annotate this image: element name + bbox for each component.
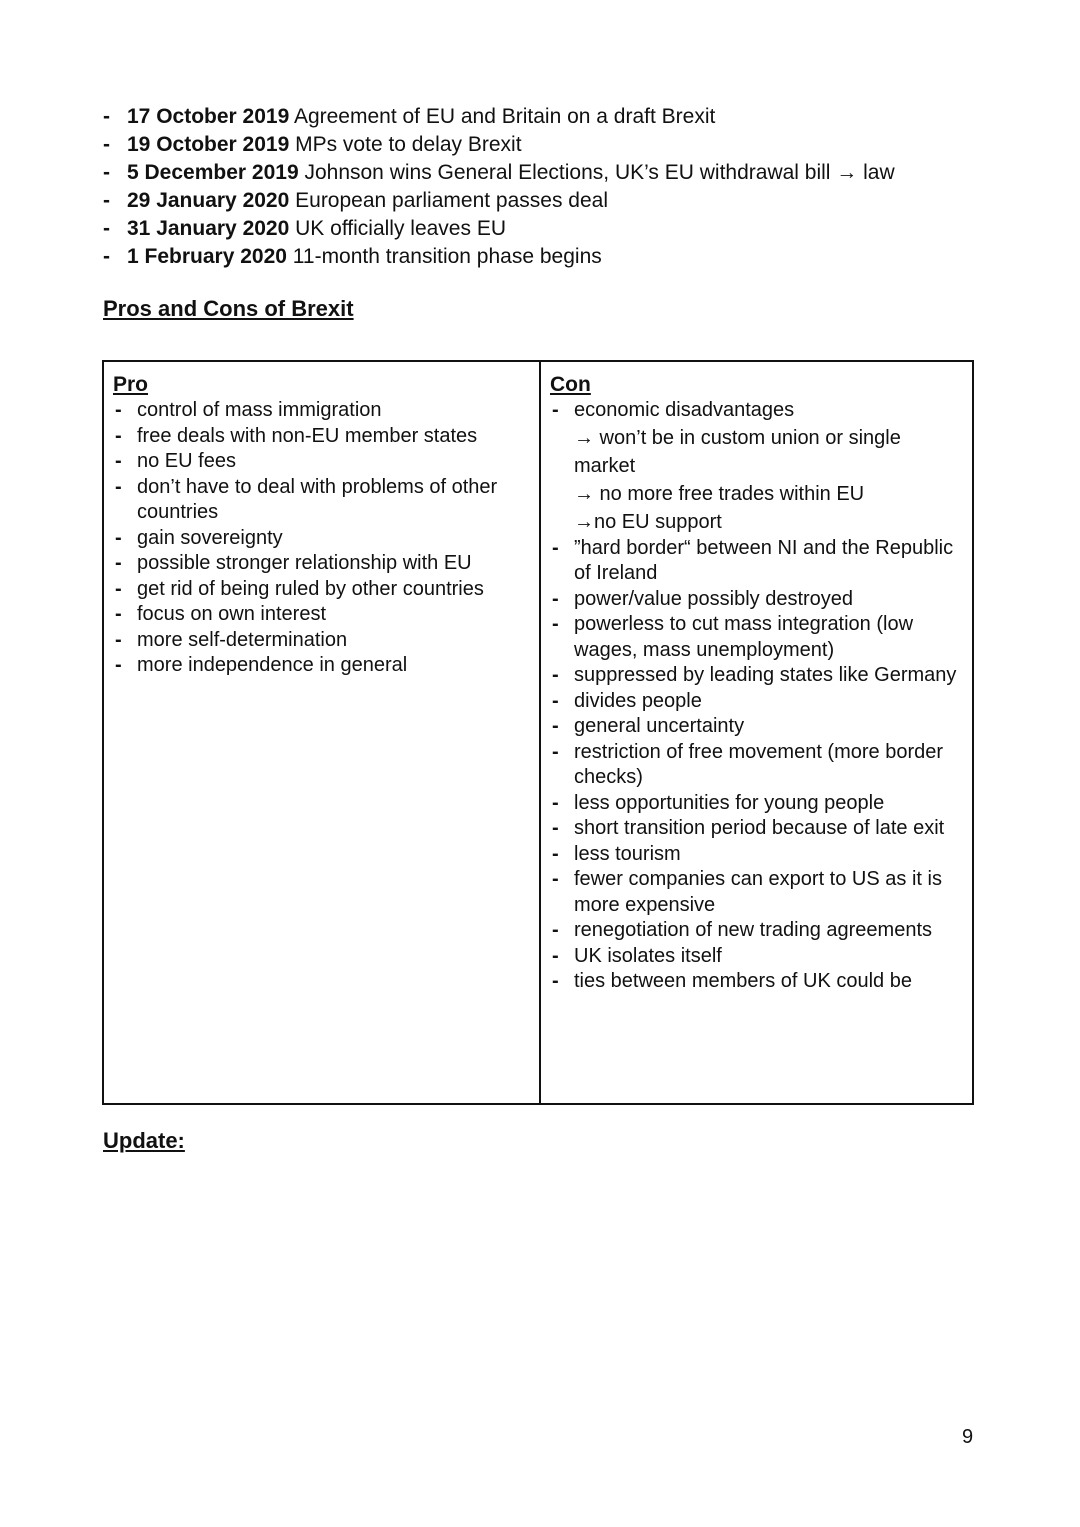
pro-item: - no EU fees [113,449,539,475]
pro-item: - get rid of being ruled by other countries [113,577,539,603]
con-list [550,398,972,995]
pro-list [113,398,539,679]
con-item: - ”hard border“ between NI and the Republic of Ireland [550,536,972,587]
timeline-item [103,103,1003,131]
bullet-dash: - [103,189,110,212]
bullet-dash: - [103,133,110,156]
bullet-dash: - [103,217,110,240]
timeline-item [103,187,1003,215]
con-item: - renegotiation of new trading agreements [550,918,972,944]
bullet-dash: - [103,105,110,128]
bullet-dash: - [103,161,110,184]
con-item: - fewer companies can export to US as it is more expensive [550,867,972,918]
bullet-dash: - [103,245,110,268]
timeline-item [103,131,1003,159]
con-subitem: → no more free trades within EU [574,482,865,505]
con-item: - divides people [550,689,972,715]
con-item: - short transition period because of late exit [550,816,972,842]
timeline-text: Johnson wins General Elections, UK’s EU withdrawal bill → law [298,161,895,184]
pro-item: - focus on own interest [113,602,539,628]
con-item: - UK isolates itself [550,944,972,970]
con-column [541,362,972,1103]
section-heading: Pros and Cons of Brexit [103,296,354,321]
pro-item: - more independence in general [113,653,539,679]
pro-item: - control of mass immigration [113,398,539,424]
timeline-item [103,215,1003,243]
con-item: - general uncertainty [550,714,972,740]
pros-cons-table [102,360,974,1105]
con-item: - ties between members of UK could be [550,969,972,995]
timeline-text: Agreement of EU and Britain on a draft Brexit [289,105,716,128]
brexit-timeline [103,103,1003,271]
pro-item: - gain sovereignty [113,526,539,552]
pro-item: - free deals with non-EU member states [113,424,539,450]
con-item: - power/value possibly destroyed [550,587,972,613]
con-subitem: →no EU support [574,510,722,533]
pro-item: - possible stronger relationship with EU [113,551,539,577]
page-number: 9 [962,1426,974,1448]
update-heading: Update: [103,1128,185,1153]
pro-column [104,362,541,1103]
con-item: - powerless to cut mass integration (low wages, mass unemployment) [550,612,972,663]
timeline-date: 19 October 2019 [127,133,290,156]
timeline-text: MPs vote to delay Brexit [289,133,522,156]
timeline-item [103,159,1003,187]
timeline-text: European parliament passes deal [289,189,608,212]
con-item: - suppressed by leading states like Germany [550,663,972,689]
con-item: - less tourism [550,842,972,868]
con-item: - economic disadvantages [550,398,972,424]
con-column-title: Con [550,373,591,396]
con-subitem: → won’t be in custom union or single market [574,426,901,477]
pro-column-title: Pro [113,373,149,396]
timeline-date: 17 October 2019 [127,105,290,128]
timeline-date: 31 January 2020 [127,217,290,240]
timeline-item [103,243,1003,271]
pro-item: - don’t have to deal with problems of other countries [113,475,539,526]
timeline-text: UK officially leaves EU [289,217,506,240]
timeline-text: 11-month transition phase begins [286,245,602,268]
timeline-date: 29 January 2020 [127,189,290,212]
pro-item: - more self-determination [113,628,539,654]
con-item: - less opportunities for young people [550,791,972,817]
con-item: - restriction of free movement (more border checks) [550,740,972,791]
timeline-date: 5 December 2019 [127,161,299,184]
timeline-date: 1 February 2020 [127,245,287,268]
